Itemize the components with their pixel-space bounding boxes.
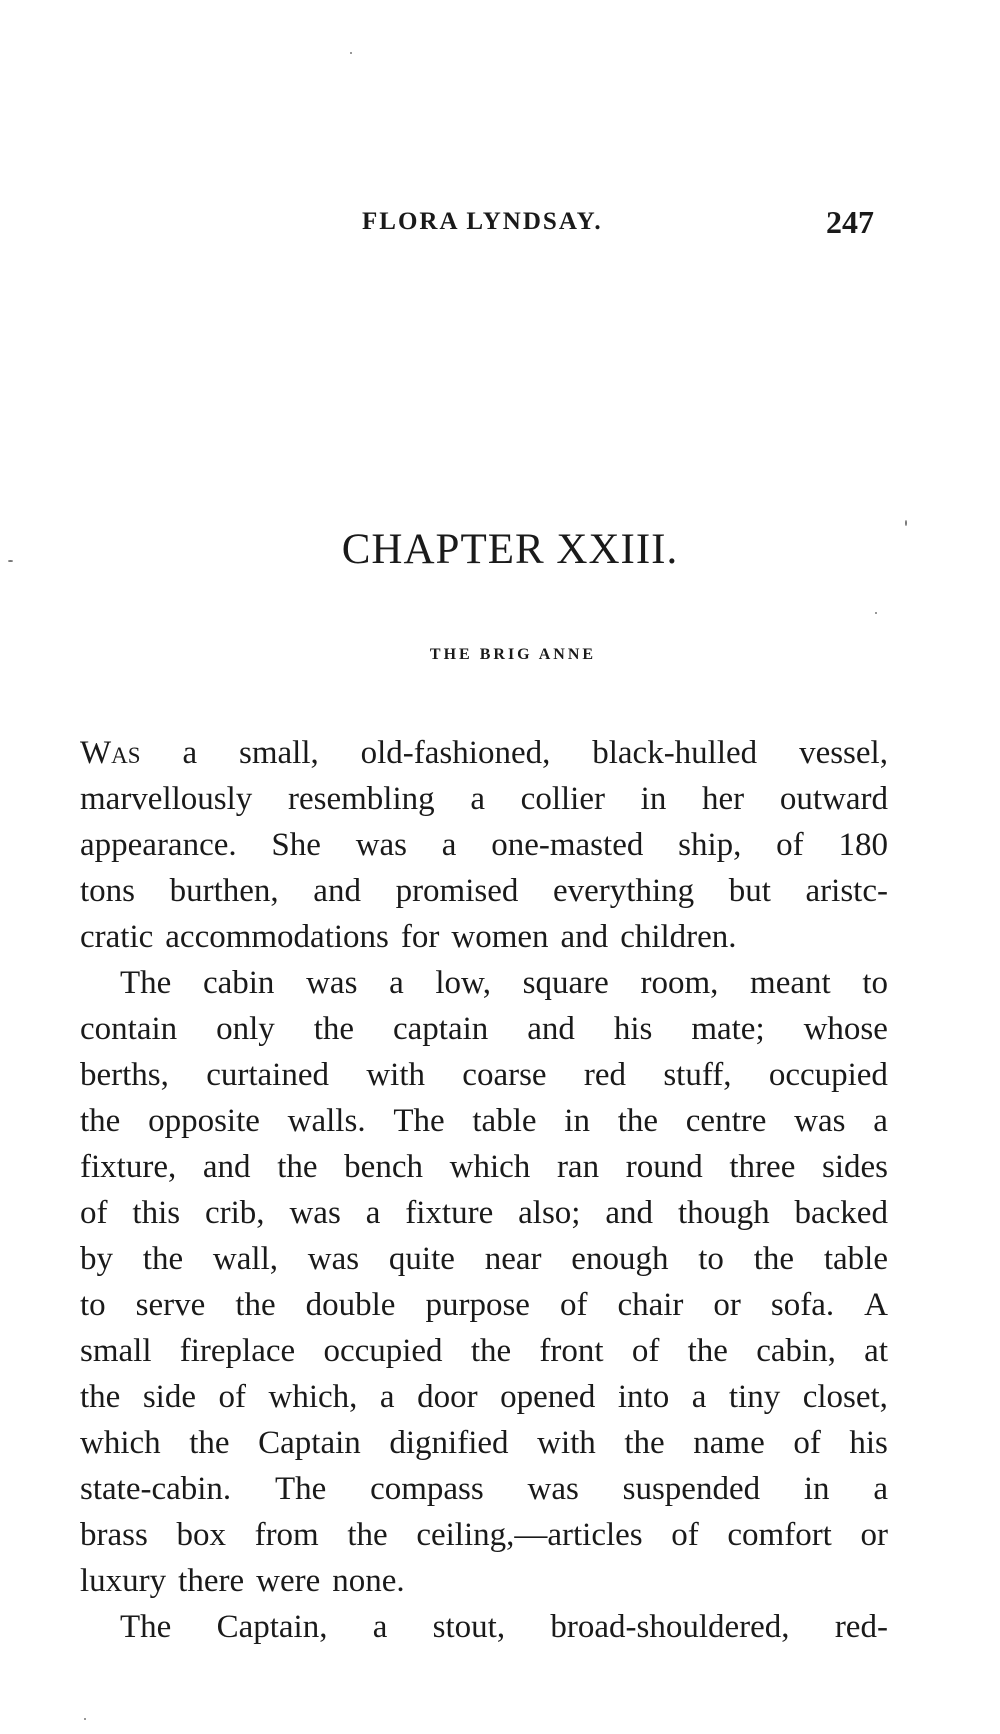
text-line bbox=[80, 730, 888, 776]
word: his bbox=[849, 1425, 888, 1461]
word: resembling bbox=[288, 781, 435, 817]
text-line bbox=[80, 1098, 888, 1144]
word: promised bbox=[395, 873, 519, 909]
scan-speck bbox=[350, 52, 352, 54]
word: berths, bbox=[80, 1057, 169, 1093]
word: the bbox=[470, 1333, 512, 1369]
word: table bbox=[823, 1241, 888, 1277]
word: fixture, bbox=[80, 1149, 177, 1185]
text-line bbox=[80, 1374, 888, 1420]
word: was bbox=[794, 1103, 846, 1139]
word: side bbox=[142, 1379, 196, 1415]
word: none. bbox=[332, 1563, 405, 1599]
word: and bbox=[527, 1011, 575, 1047]
word: bench bbox=[344, 1149, 423, 1185]
text-line bbox=[80, 1466, 888, 1512]
word: double bbox=[305, 1287, 396, 1323]
word: tiny bbox=[728, 1379, 781, 1415]
word: the bbox=[753, 1241, 795, 1277]
word: were bbox=[256, 1563, 321, 1599]
word: of bbox=[776, 827, 804, 863]
word: black-hulled bbox=[592, 735, 758, 771]
word: purpose bbox=[425, 1287, 530, 1323]
page-number: 247 bbox=[826, 204, 874, 240]
word: small, bbox=[239, 735, 319, 771]
word: the bbox=[80, 1379, 121, 1415]
word: to bbox=[80, 1287, 106, 1323]
word: a bbox=[372, 1609, 388, 1645]
word: with bbox=[366, 1057, 425, 1093]
word: of bbox=[793, 1425, 821, 1461]
word: appearance. bbox=[80, 827, 237, 863]
word: serve bbox=[135, 1287, 206, 1323]
word: at bbox=[864, 1333, 888, 1369]
word: to bbox=[862, 965, 888, 1001]
word: quite bbox=[388, 1241, 455, 1277]
word: comfort bbox=[727, 1517, 832, 1553]
word: backed bbox=[794, 1195, 888, 1231]
word: sofa. bbox=[770, 1287, 835, 1323]
word: She bbox=[271, 827, 321, 863]
text-line bbox=[80, 960, 888, 1006]
word: also; bbox=[518, 1195, 581, 1231]
word: vessel, bbox=[799, 735, 888, 771]
word: mate; bbox=[691, 1011, 765, 1047]
word: ceiling,—articles bbox=[416, 1517, 643, 1553]
text-line bbox=[80, 1282, 888, 1328]
word: walls. bbox=[287, 1103, 366, 1139]
word: near bbox=[484, 1241, 542, 1277]
word: of bbox=[559, 1287, 588, 1323]
word: the bbox=[80, 1103, 121, 1139]
word: square bbox=[522, 965, 609, 1001]
word: name bbox=[693, 1425, 765, 1461]
word: with bbox=[537, 1425, 596, 1461]
word: Captain, bbox=[216, 1609, 328, 1645]
scan-speck bbox=[84, 1718, 86, 1720]
word: from bbox=[254, 1517, 319, 1553]
word: of bbox=[631, 1333, 660, 1369]
text-line bbox=[80, 1420, 888, 1466]
word: this bbox=[132, 1195, 181, 1231]
word: a bbox=[470, 781, 485, 817]
word: was bbox=[307, 1241, 360, 1277]
word: and bbox=[202, 1149, 251, 1185]
word: women bbox=[451, 919, 549, 955]
word: his bbox=[613, 1011, 653, 1047]
word: wall, bbox=[212, 1241, 278, 1277]
word: box bbox=[176, 1517, 226, 1553]
word: Was bbox=[80, 735, 141, 771]
scan-speck bbox=[905, 520, 907, 526]
word: the bbox=[189, 1425, 230, 1461]
text-line bbox=[80, 1558, 888, 1604]
word: front bbox=[539, 1333, 604, 1369]
word: captain bbox=[393, 1011, 489, 1047]
word: a bbox=[873, 1471, 888, 1507]
word: for bbox=[400, 919, 440, 955]
word: cabin, bbox=[756, 1333, 836, 1369]
word: centre bbox=[685, 1103, 767, 1139]
word: crib, bbox=[205, 1195, 265, 1231]
word: by bbox=[80, 1241, 113, 1277]
word: suspended bbox=[622, 1471, 761, 1507]
text-line bbox=[80, 1144, 888, 1190]
word: and bbox=[313, 873, 361, 909]
word: her bbox=[702, 781, 745, 817]
body-text bbox=[80, 730, 888, 1650]
word: a bbox=[691, 1379, 707, 1415]
word: red- bbox=[834, 1609, 888, 1645]
word: tons bbox=[80, 873, 136, 909]
word: and bbox=[605, 1195, 654, 1231]
word: enough bbox=[571, 1241, 669, 1277]
word: there bbox=[178, 1563, 245, 1599]
word: the bbox=[313, 1011, 355, 1047]
word: which, bbox=[268, 1379, 358, 1415]
word: a bbox=[873, 1103, 888, 1139]
chapter-heading: CHAPTER XXIII. bbox=[341, 526, 679, 573]
word: fireplace bbox=[179, 1333, 296, 1369]
word: room, bbox=[640, 965, 719, 1001]
text-line bbox=[80, 1604, 888, 1650]
word: cabin bbox=[202, 965, 275, 1001]
word: in bbox=[640, 781, 667, 817]
word: chair bbox=[617, 1287, 684, 1323]
word: compass bbox=[370, 1471, 484, 1507]
word: whose bbox=[803, 1011, 888, 1047]
word: one-masted bbox=[491, 827, 644, 863]
word: of bbox=[671, 1517, 699, 1553]
word: contain bbox=[80, 1011, 178, 1047]
running-title: FLORA LYNDSAY. bbox=[362, 208, 603, 235]
word: outward bbox=[779, 781, 888, 817]
word: of bbox=[80, 1195, 108, 1231]
word: opened bbox=[500, 1379, 596, 1415]
scan-speck bbox=[8, 560, 13, 562]
word: fixture bbox=[405, 1195, 494, 1231]
word: ran bbox=[556, 1149, 600, 1185]
word: Captain bbox=[258, 1425, 361, 1461]
word: door bbox=[417, 1379, 478, 1415]
word: stuff, bbox=[663, 1057, 732, 1093]
word: the bbox=[142, 1241, 184, 1277]
word: or bbox=[860, 1517, 888, 1553]
word: A bbox=[864, 1287, 888, 1323]
word: broad-shouldered, bbox=[550, 1609, 790, 1645]
word: was bbox=[355, 827, 408, 863]
word: three bbox=[729, 1149, 796, 1185]
word: occupied bbox=[323, 1333, 443, 1369]
word: in bbox=[803, 1471, 830, 1507]
word: was bbox=[289, 1195, 341, 1231]
word: low, bbox=[435, 965, 491, 1001]
word: was bbox=[306, 965, 358, 1001]
text-line bbox=[80, 822, 888, 868]
word: the bbox=[617, 1103, 659, 1139]
word: meant bbox=[750, 965, 831, 1001]
word: but bbox=[728, 873, 771, 909]
word: cratic bbox=[80, 919, 154, 955]
word: old-fashioned, bbox=[360, 735, 551, 771]
word: collier bbox=[520, 781, 605, 817]
scan-speck bbox=[875, 612, 877, 614]
text-line bbox=[80, 1006, 888, 1052]
word: occupied bbox=[768, 1057, 888, 1093]
word: children. bbox=[620, 919, 737, 955]
word: a bbox=[389, 965, 404, 1001]
text-line bbox=[80, 1190, 888, 1236]
text-line bbox=[80, 1328, 888, 1374]
word: table bbox=[472, 1103, 537, 1139]
word: which bbox=[449, 1149, 531, 1185]
word: luxury bbox=[80, 1563, 167, 1599]
chapter-subtitle: THE BRIG ANNE bbox=[429, 646, 597, 663]
text-line bbox=[80, 1512, 888, 1558]
word: brass bbox=[80, 1517, 148, 1553]
word: curtained bbox=[206, 1057, 329, 1093]
text-line bbox=[80, 1052, 888, 1098]
word: opposite bbox=[148, 1103, 260, 1139]
word: sides bbox=[822, 1149, 888, 1185]
word: everything bbox=[553, 873, 695, 909]
text-line bbox=[80, 914, 888, 960]
word: dignified bbox=[389, 1425, 509, 1461]
text-line bbox=[80, 776, 888, 822]
word: the bbox=[235, 1287, 276, 1323]
word: the bbox=[277, 1149, 318, 1185]
word: ship, bbox=[678, 827, 742, 863]
text-line bbox=[80, 1236, 888, 1282]
running-head bbox=[0, 204, 1000, 248]
word: The bbox=[274, 1471, 327, 1507]
word: The bbox=[393, 1103, 445, 1139]
word: coarse bbox=[462, 1057, 547, 1093]
word: red bbox=[583, 1057, 627, 1093]
word: was bbox=[527, 1471, 579, 1507]
word: the bbox=[624, 1425, 665, 1461]
word: the bbox=[687, 1333, 728, 1369]
word: of bbox=[218, 1379, 246, 1415]
word: in bbox=[564, 1103, 590, 1139]
word: stout, bbox=[432, 1609, 506, 1645]
word: aristc- bbox=[805, 873, 888, 909]
word: marvellously bbox=[80, 781, 253, 817]
word: into bbox=[617, 1379, 670, 1415]
word: a bbox=[182, 735, 198, 771]
word: The bbox=[120, 1609, 172, 1645]
word: to bbox=[698, 1241, 724, 1277]
word: though bbox=[677, 1195, 770, 1231]
word: small bbox=[80, 1333, 152, 1369]
word: accommodations bbox=[165, 919, 389, 955]
word: only bbox=[216, 1011, 275, 1047]
word: a bbox=[379, 1379, 395, 1415]
word: and bbox=[560, 919, 609, 955]
word: the bbox=[347, 1517, 388, 1553]
word: round bbox=[625, 1149, 703, 1185]
word: state-cabin. bbox=[80, 1471, 232, 1507]
word: or bbox=[713, 1287, 741, 1323]
word: closet, bbox=[802, 1379, 888, 1415]
word: which bbox=[80, 1425, 161, 1461]
word: a bbox=[441, 827, 457, 863]
word: 180 bbox=[838, 827, 888, 863]
text-line bbox=[80, 868, 888, 914]
word: The bbox=[120, 965, 172, 1001]
word: a bbox=[365, 1195, 381, 1231]
word: burthen, bbox=[169, 873, 279, 909]
